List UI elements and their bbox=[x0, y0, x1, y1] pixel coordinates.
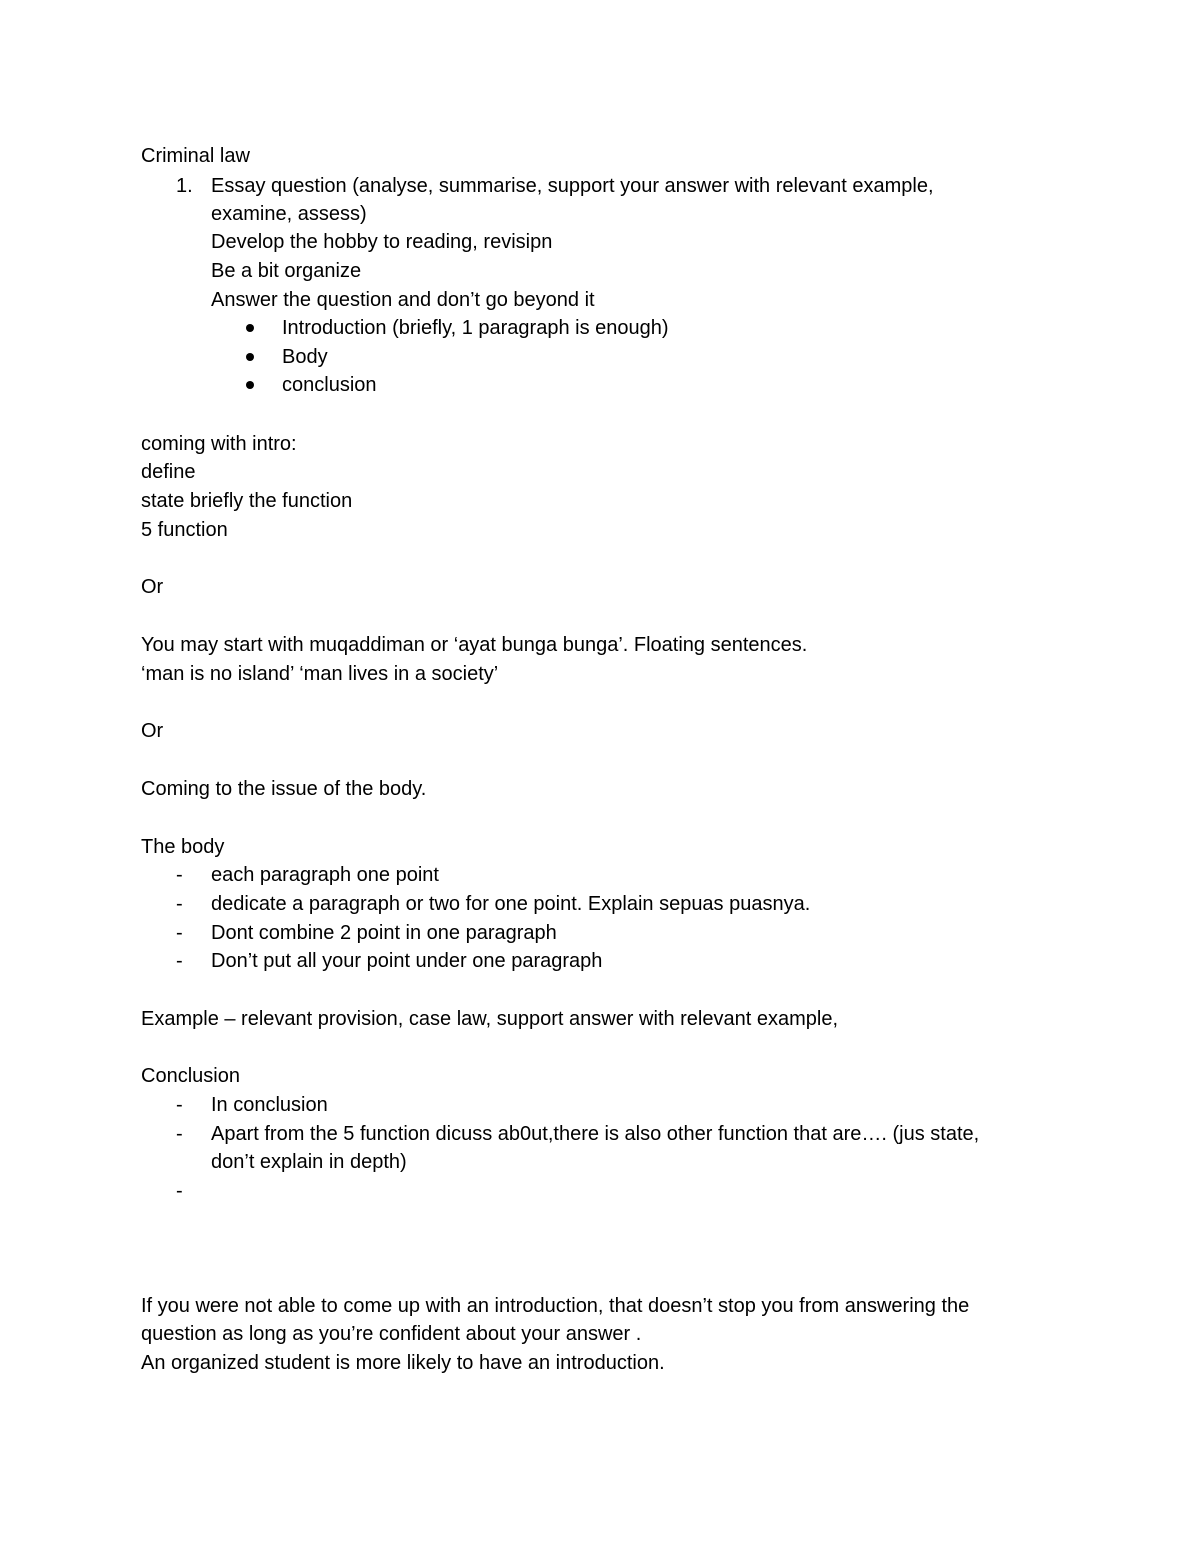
muqaddiman-line-2: ‘man is no island’ ‘man lives in a society’ bbox=[141, 663, 499, 685]
example-line: Example – relevant provision, case law, support answer with relevant example, bbox=[141, 1008, 839, 1030]
body-item: Dont combine 2 point in one paragraph bbox=[211, 922, 557, 944]
body-item: each paragraph one point bbox=[211, 864, 439, 886]
muqaddiman-line-1: You may start with muqaddiman or ‘ayat bunga bunga’. Floating sentences. bbox=[141, 634, 808, 656]
or-separator: Or bbox=[141, 576, 164, 598]
coming-to-body: Coming to the issue of the body. bbox=[141, 778, 427, 800]
conclusion-item-continuation: don’t explain in depth) bbox=[211, 1151, 407, 1173]
body-item: dedicate a paragraph or two for one point. Explain sepuas puasnya. bbox=[211, 893, 811, 915]
hobby-line: Develop the hobby to reading, revisipn bbox=[211, 231, 553, 253]
organize-line: Be a bit organize bbox=[211, 260, 362, 282]
conclusion-item: In conclusion bbox=[211, 1094, 328, 1116]
dash-marker: - bbox=[176, 1123, 183, 1145]
intro-define: define bbox=[141, 461, 196, 483]
dash-marker: - bbox=[176, 1180, 183, 1202]
dash-marker: - bbox=[176, 1094, 183, 1116]
list-number: 1. bbox=[176, 175, 193, 197]
essay-question-line-1: Essay question (analyse, summarise, support your answer with relevant example, bbox=[211, 175, 934, 197]
conclusion-heading: Conclusion bbox=[141, 1065, 240, 1087]
conclusion-item: Apart from the 5 function dicuss ab0ut,there is also other function that are…. (jus state, bbox=[211, 1123, 980, 1145]
or-separator: Or bbox=[141, 720, 164, 742]
closing-line-3: An organized student is more likely to have an introduction. bbox=[141, 1352, 665, 1374]
bullet-item-conclusion: conclusion bbox=[282, 374, 377, 396]
bullet-icon bbox=[246, 353, 254, 361]
bullet-icon bbox=[246, 324, 254, 332]
closing-line-1: If you were not able to come up with an introduction, that doesn’t stop you from answering the bbox=[141, 1295, 970, 1317]
bullet-item-introduction: Introduction (briefly, 1 paragraph is enough) bbox=[282, 317, 669, 339]
dash-marker: - bbox=[176, 893, 183, 915]
bullet-icon bbox=[246, 381, 254, 389]
dash-marker: - bbox=[176, 950, 183, 972]
page-title: Criminal law bbox=[141, 145, 250, 167]
dash-marker: - bbox=[176, 864, 183, 886]
body-item: Don’t put all your point under one paragraph bbox=[211, 950, 603, 972]
intro-state-function: state briefly the function bbox=[141, 490, 353, 512]
body-heading: The body bbox=[141, 836, 225, 858]
bullet-item-body: Body bbox=[282, 346, 328, 368]
dash-marker: - bbox=[176, 922, 183, 944]
intro-heading: coming with intro: bbox=[141, 433, 297, 455]
closing-line-2: question as long as you’re confident about your answer . bbox=[141, 1323, 642, 1345]
intro-five-function: 5 function bbox=[141, 519, 228, 541]
essay-question-line-2: examine, assess) bbox=[211, 203, 367, 225]
answer-line: Answer the question and don’t go beyond it bbox=[211, 289, 595, 311]
